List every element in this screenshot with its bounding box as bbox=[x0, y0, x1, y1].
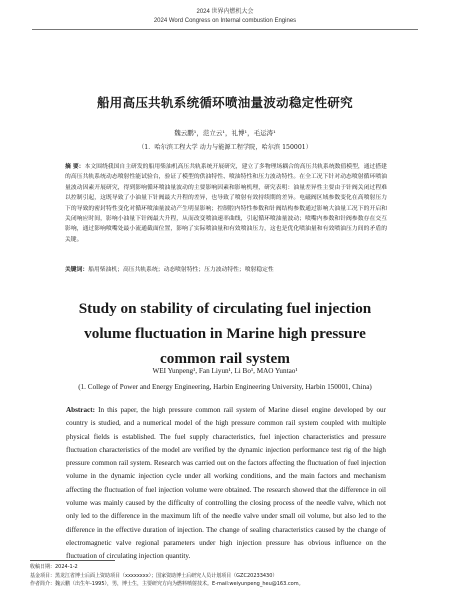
footnote-author-info: 作者简介：魏云鹏（出生年-1995），男，博士生，主要研究方向为燃料喷射技术。E-mail:weiyunpeng_heu@163.com。 bbox=[30, 581, 304, 588]
authors-en: WEI Yunpeng¹, Fan Liyun¹, Li Bo¹, MAO Yuntao¹ bbox=[152, 367, 298, 375]
abstract-cn-text: 本文围绕我国自主研发的船用柴油机高压共轨系统开展研究，建立了多物理场耦合的高压共轨系统数值模型，通过搭建的高压共轨系统动态喷射性能试验台，验证了模型的供油特性、喷油特性和压力波动特性。在全工况下针对动态喷射循环喷油量波动因素开展研究，得到影响循环喷油量波动的主要影响因素和影响机理，研究表明：油量差异性主要由于针阀关闭过程难以控制引起，这既导致了小油量下针阀最大升程的差异，也导致了喷射有效持续期的差异。电磁阀区域参数变化在高喷射压力下的导致的密封特性变化对循环喷油量波动产生明显影响；控制腔内特性参数和针阀结构参数通过影响大油量工况下的开启和关闭响应时间，影响小油量下针阀最大升程，从而改变喷油速率曲线，引起循环喷油量波动；喷嘴内参数和针阀参数存在交互影响，通过影响喷嘴处最小流通截面位置，影响了实际喷油量和有效喷油压力，这也是优化喷油量和有效喷油压力间的矛盾的关键。 bbox=[65, 164, 387, 243]
footnote-fund: 基金项目：黑龙江省博士后面上资助项目（xxxxxxxx）；国家资助博士后研究人员计划项目（GZC20233430） bbox=[30, 572, 278, 579]
abstract-cn bbox=[65, 162, 387, 245]
footnotes bbox=[30, 563, 430, 589]
keywords-cn bbox=[65, 265, 387, 275]
page-header bbox=[0, 8, 450, 26]
footnote-received: 收稿日期：2024-1-2 bbox=[30, 564, 78, 570]
paper-title-en: Study on stability of circulating fuel injection volume fluctuation in Marine high pressure common rail system bbox=[78, 300, 372, 367]
abstract-en-text: In this paper, the high pressure common rail system of Marine diesel engine developed by our country is studied, and a numerical model of the high pressure common rail system coupled with multiple physical fields is established. The fuel supply characteristics, fuel injection characteristics and pressure fluctuation characteristics of the model are verified by the dynamic injection performance test rig of the high pressure common rail system. Research was carried out on the factors affecting the fluctuation of fuel injection volume in the dynamic injection cycle under all working conditions, and the main factors and mechanism affecting the fluctuation of fuel injection volume were obtained. The research showed that the difference in oil volume was mainly caused by the difficulty of controlling the closing process of the needle valve, which not only led to the difference in the maximum lift of the needle valve under small oil volume, but also led to the difference in the effective duration of injection. The change of sealing characteristics caused by the change of electromagnetic valve regional parameters under high injection pressure has obvious influence on the fluctuation of circulating injection quantity. bbox=[66, 406, 386, 561]
affiliation-en: (1. College of Power and Energy Engineering, Harbin Engineering University, Harbin 150001, China) bbox=[78, 383, 372, 391]
paper-title-cn: 船用高压共轨系统循环喷油量波动稳定性研究 bbox=[96, 95, 353, 110]
header-conference-en: 2024 Word Congress on Internal combustion Engines bbox=[153, 18, 297, 24]
header-divider bbox=[32, 29, 418, 30]
affiliation-cn: （1．哈尔滨工程大学 动力与能源工程学院，哈尔滨 150001） bbox=[138, 144, 312, 151]
keywords-cn-label: 关键词： bbox=[65, 267, 89, 273]
abstract-cn-label: 摘 要： bbox=[65, 164, 85, 170]
authors-cn: 魏云鹏¹，范立云¹，礼博¹，毛运涛¹ bbox=[174, 129, 276, 137]
header-conference-cn: 2024 世界内燃机大会 bbox=[196, 9, 254, 15]
abstract-en bbox=[66, 404, 386, 564]
keywords-cn-text: 船用柴油机；高压共轨系统；动态喷射特性；压力波动特性；喷射稳定性 bbox=[88, 267, 274, 273]
abstract-en-label: Abstract: bbox=[66, 406, 95, 414]
footnote-divider bbox=[30, 560, 115, 561]
